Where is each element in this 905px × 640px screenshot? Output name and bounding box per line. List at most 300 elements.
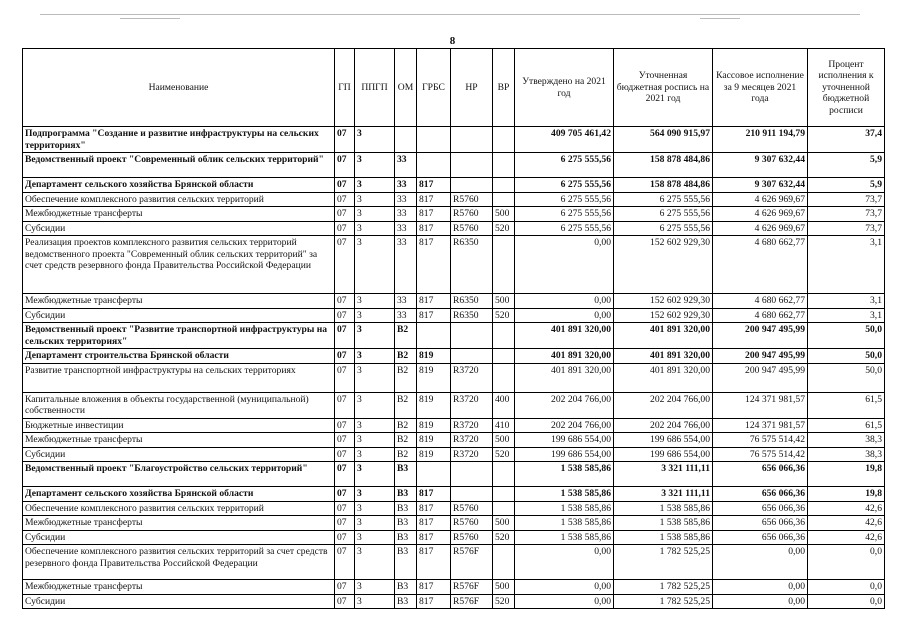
cell-percent: 37,4 <box>808 127 885 153</box>
cell-name: Субсидии <box>23 447 335 462</box>
cell-ppgp: 3 <box>355 363 395 392</box>
cell-percent: 38,3 <box>808 433 885 448</box>
cell-ppgp: 3 <box>355 462 395 487</box>
header-row <box>23 49 885 127</box>
cell-ppgp: 3 <box>355 236 395 294</box>
col-header-vr: ВР <box>493 49 515 127</box>
table-row <box>23 487 885 502</box>
cell-name: Межбюджетные трансферты <box>23 294 335 309</box>
table-row <box>23 392 885 418</box>
cell-name: Межбюджетные трансферты <box>23 207 335 222</box>
cell-nr: R6350 <box>451 308 493 323</box>
cell-executed: 210 911 194,79 <box>713 127 808 153</box>
cell-grbs <box>417 462 451 487</box>
cell-vr: 500 <box>493 580 515 595</box>
cell-approved: 1 538 585,86 <box>515 462 614 487</box>
cell-gp: 07 <box>335 127 355 153</box>
cell-om: В3 <box>395 530 417 545</box>
cell-om: 33 <box>395 178 417 193</box>
cell-percent: 3,1 <box>808 236 885 294</box>
cell-om: 33 <box>395 236 417 294</box>
cell-revised: 6 275 555,56 <box>614 221 713 236</box>
table-row <box>23 580 885 595</box>
table-row <box>23 236 885 294</box>
cell-percent: 5,9 <box>808 178 885 193</box>
cell-name: Департамент строительства Брянской области <box>23 349 335 364</box>
cell-ppgp: 3 <box>355 308 395 323</box>
cell-ppgp: 3 <box>355 447 395 462</box>
cell-grbs: 819 <box>417 349 451 364</box>
cell-approved: 6 275 555,56 <box>515 207 614 222</box>
table-row <box>23 501 885 516</box>
cell-gp: 07 <box>335 363 355 392</box>
col-header-percent: Процент исполнения к уточненной бюджетной росписи <box>808 49 885 127</box>
cell-grbs: 817 <box>417 207 451 222</box>
cell-name: Обеспечение комплексного развития сельских территорий за счет средств резервного фонда Правительства Российской Федерации <box>23 545 335 580</box>
cell-name: Обеспечение комплексного развития сельских территорий <box>23 192 335 207</box>
cell-vr: 500 <box>493 294 515 309</box>
table-row <box>23 221 885 236</box>
cell-approved: 401 891 320,00 <box>515 363 614 392</box>
cell-grbs: 817 <box>417 530 451 545</box>
cell-ppgp: 3 <box>355 501 395 516</box>
cell-gp: 07 <box>335 392 355 418</box>
cell-revised: 158 878 484,86 <box>614 178 713 193</box>
cell-nr: R5760 <box>451 221 493 236</box>
cell-executed: 4 680 662,77 <box>713 236 808 294</box>
cell-executed: 200 947 495,99 <box>713 349 808 364</box>
cell-ppgp: 3 <box>355 178 395 193</box>
cell-ppgp: 3 <box>355 487 395 502</box>
cell-percent: 19,8 <box>808 487 885 502</box>
cell-ppgp: 3 <box>355 294 395 309</box>
cell-percent: 3,1 <box>808 308 885 323</box>
cell-percent: 50,0 <box>808 349 885 364</box>
cell-vr <box>493 363 515 392</box>
cell-gp: 07 <box>335 192 355 207</box>
cell-approved: 401 891 320,00 <box>515 349 614 364</box>
cell-executed: 4 680 662,77 <box>713 308 808 323</box>
cell-ppgp: 3 <box>355 349 395 364</box>
page-number: 8 <box>449 35 456 47</box>
cell-name: Капитальные вложения в объекты государственной (муниципальной) собственности <box>23 392 335 418</box>
cell-ppgp: 3 <box>355 153 395 178</box>
cell-grbs: 817 <box>417 516 451 531</box>
cell-nr <box>451 178 493 193</box>
cell-gp: 07 <box>335 294 355 309</box>
cell-grbs: 819 <box>417 363 451 392</box>
cell-revised: 199 686 554,00 <box>614 447 713 462</box>
cell-vr <box>493 192 515 207</box>
table-row <box>23 153 885 178</box>
cell-nr <box>451 462 493 487</box>
col-header-ppgp: ППГП <box>355 49 395 127</box>
cell-gp: 07 <box>335 221 355 236</box>
cell-revised: 202 204 766,00 <box>614 418 713 433</box>
cell-gp: 07 <box>335 487 355 502</box>
cell-approved: 199 686 554,00 <box>515 447 614 462</box>
cell-nr: R576F <box>451 545 493 580</box>
table-body <box>23 127 885 609</box>
cell-executed: 9 307 632,44 <box>713 178 808 193</box>
cell-revised: 1 538 585,86 <box>614 501 713 516</box>
table-row <box>23 516 885 531</box>
col-header-gp: ГП <box>335 49 355 127</box>
cell-nr: R3720 <box>451 392 493 418</box>
cell-gp: 07 <box>335 447 355 462</box>
col-header-name: Наименование <box>23 49 335 127</box>
cell-approved: 202 204 766,00 <box>515 392 614 418</box>
cell-revised: 1 538 585,86 <box>614 516 713 531</box>
cell-approved: 1 538 585,86 <box>515 530 614 545</box>
cell-approved: 6 275 555,56 <box>515 178 614 193</box>
cell-ppgp: 3 <box>355 594 395 609</box>
cell-name: Подпрограмма "Создание и развитие инфраструктуры на сельских территориях" <box>23 127 335 153</box>
table-row <box>23 530 885 545</box>
cell-approved: 401 891 320,00 <box>515 323 614 349</box>
cell-approved: 1 538 585,86 <box>515 501 614 516</box>
cell-executed: 9 307 632,44 <box>713 153 808 178</box>
cell-nr: R3720 <box>451 447 493 462</box>
cell-ppgp: 3 <box>355 192 395 207</box>
cell-nr <box>451 349 493 364</box>
cell-om: В2 <box>395 418 417 433</box>
cell-name: Бюджетные инвестиции <box>23 418 335 433</box>
cell-ppgp: 3 <box>355 580 395 595</box>
cell-gp: 07 <box>335 516 355 531</box>
cell-gp: 07 <box>335 349 355 364</box>
cell-nr: R5760 <box>451 192 493 207</box>
cell-gp: 07 <box>335 594 355 609</box>
cell-gp: 07 <box>335 236 355 294</box>
cell-executed: 4 680 662,77 <box>713 294 808 309</box>
cell-executed: 0,00 <box>713 580 808 595</box>
cell-name: Обеспечение комплексного развития сельских территорий <box>23 501 335 516</box>
cell-om: В3 <box>395 545 417 580</box>
table-row <box>23 178 885 193</box>
cell-percent: 3,1 <box>808 294 885 309</box>
cell-approved: 0,00 <box>515 308 614 323</box>
table-row <box>23 127 885 153</box>
cell-revised: 6 275 555,56 <box>614 192 713 207</box>
cell-approved: 202 204 766,00 <box>515 418 614 433</box>
table-row <box>23 323 885 349</box>
cell-vr: 520 <box>493 308 515 323</box>
cell-revised: 152 602 929,30 <box>614 236 713 294</box>
cell-gp: 07 <box>335 178 355 193</box>
table-row <box>23 594 885 609</box>
cell-om: 33 <box>395 308 417 323</box>
cell-percent: 5,9 <box>808 153 885 178</box>
cell-revised: 6 275 555,56 <box>614 207 713 222</box>
cell-vr: 520 <box>493 530 515 545</box>
cell-ppgp: 3 <box>355 207 395 222</box>
cell-percent: 38,3 <box>808 447 885 462</box>
cell-nr <box>451 487 493 502</box>
cell-executed: 656 066,36 <box>713 462 808 487</box>
table-row <box>23 433 885 448</box>
cell-ppgp: 3 <box>355 127 395 153</box>
table-row <box>23 349 885 364</box>
cell-revised: 3 321 111,11 <box>614 487 713 502</box>
cell-om: В2 <box>395 392 417 418</box>
cell-ppgp: 3 <box>355 433 395 448</box>
cell-vr: 520 <box>493 221 515 236</box>
cell-percent: 42,6 <box>808 501 885 516</box>
cell-vr: 500 <box>493 516 515 531</box>
cell-percent: 73,7 <box>808 207 885 222</box>
cell-name: Межбюджетные трансферты <box>23 516 335 531</box>
cell-gp: 07 <box>335 418 355 433</box>
cell-vr <box>493 462 515 487</box>
cell-executed: 4 626 969,67 <box>713 192 808 207</box>
cell-name: Департамент сельского хозяйства Брянской области <box>23 178 335 193</box>
cell-om: В2 <box>395 433 417 448</box>
cell-gp: 07 <box>335 433 355 448</box>
cell-vr: 500 <box>493 207 515 222</box>
table-row <box>23 308 885 323</box>
cell-approved: 0,00 <box>515 580 614 595</box>
cell-executed: 656 066,36 <box>713 487 808 502</box>
col-header-nr: НР <box>451 49 493 127</box>
table-row <box>23 447 885 462</box>
cell-nr <box>451 127 493 153</box>
cell-executed: 0,00 <box>713 594 808 609</box>
cell-gp: 07 <box>335 323 355 349</box>
col-header-approved: Утверждено на 2021 год <box>515 49 614 127</box>
cell-grbs <box>417 127 451 153</box>
cell-nr: R5760 <box>451 530 493 545</box>
cell-grbs: 819 <box>417 433 451 448</box>
cell-executed: 76 575 514,42 <box>713 433 808 448</box>
cell-percent: 73,7 <box>808 221 885 236</box>
cell-grbs: 819 <box>417 392 451 418</box>
cell-vr <box>493 323 515 349</box>
cell-om: В3 <box>395 594 417 609</box>
cell-name: Развитие транспортной инфраструктуры на сельских территориях <box>23 363 335 392</box>
cell-nr <box>451 153 493 178</box>
table-row <box>23 462 885 487</box>
cell-executed: 656 066,36 <box>713 516 808 531</box>
cell-percent: 50,0 <box>808 323 885 349</box>
cell-ppgp: 3 <box>355 545 395 580</box>
cell-grbs: 817 <box>417 192 451 207</box>
cell-executed: 124 371 981,57 <box>713 392 808 418</box>
cell-name: Межбюджетные трансферты <box>23 433 335 448</box>
cell-om: В3 <box>395 462 417 487</box>
cell-executed: 200 947 495,99 <box>713 363 808 392</box>
cell-om: 33 <box>395 294 417 309</box>
cell-vr: 400 <box>493 392 515 418</box>
cell-percent: 0,0 <box>808 545 885 580</box>
cell-grbs: 819 <box>417 418 451 433</box>
cell-grbs: 817 <box>417 236 451 294</box>
cell-nr: R5760 <box>451 501 493 516</box>
cell-nr <box>451 323 493 349</box>
cell-nr: R5760 <box>451 516 493 531</box>
cell-approved: 0,00 <box>515 236 614 294</box>
cell-percent: 19,8 <box>808 462 885 487</box>
cell-om: В3 <box>395 487 417 502</box>
cell-revised: 564 090 915,97 <box>614 127 713 153</box>
cell-grbs: 817 <box>417 580 451 595</box>
cell-grbs: 817 <box>417 294 451 309</box>
cell-gp: 07 <box>335 207 355 222</box>
cell-om: 33 <box>395 207 417 222</box>
cell-grbs: 817 <box>417 487 451 502</box>
cell-vr: 500 <box>493 433 515 448</box>
cell-vr <box>493 236 515 294</box>
cell-nr: R3720 <box>451 418 493 433</box>
cell-approved: 0,00 <box>515 545 614 580</box>
cell-approved: 0,00 <box>515 594 614 609</box>
budget-table <box>22 48 885 609</box>
cell-executed: 0,00 <box>713 545 808 580</box>
cell-executed: 656 066,36 <box>713 501 808 516</box>
cell-percent: 42,6 <box>808 516 885 531</box>
cell-grbs: 817 <box>417 221 451 236</box>
cell-nr: R3720 <box>451 363 493 392</box>
cell-ppgp: 3 <box>355 221 395 236</box>
cell-gp: 07 <box>335 153 355 178</box>
cell-revised: 1 538 585,86 <box>614 530 713 545</box>
cell-revised: 401 891 320,00 <box>614 323 713 349</box>
col-header-executed: Кассовое исполнение за 9 месяцев 2021 года <box>713 49 808 127</box>
cell-percent: 61,5 <box>808 392 885 418</box>
cell-approved: 0,00 <box>515 294 614 309</box>
cell-grbs: 817 <box>417 501 451 516</box>
cell-name: Субсидии <box>23 221 335 236</box>
cell-om: В2 <box>395 349 417 364</box>
cell-executed: 4 626 969,67 <box>713 221 808 236</box>
cell-revised: 152 602 929,30 <box>614 308 713 323</box>
cell-grbs: 817 <box>417 178 451 193</box>
cell-om: В2 <box>395 323 417 349</box>
cell-name: Реализация проектов комплексного развития сельских территорий ведомственного проекта "Современный облик сельских территорий" за счет средств резервного фонда Правительства Российской Федерации <box>23 236 335 294</box>
cell-nr: R576F <box>451 594 493 609</box>
cell-nr: R6350 <box>451 294 493 309</box>
cell-om: 33 <box>395 153 417 178</box>
cell-revised: 401 891 320,00 <box>614 363 713 392</box>
cell-ppgp: 3 <box>355 516 395 531</box>
cell-om: В2 <box>395 447 417 462</box>
cell-om: В3 <box>395 501 417 516</box>
cell-revised: 199 686 554,00 <box>614 433 713 448</box>
cell-executed: 124 371 981,57 <box>713 418 808 433</box>
col-header-om: ОМ <box>395 49 417 127</box>
cell-name: Ведомственный проект "Современный облик сельских территорий" <box>23 153 335 178</box>
cell-percent: 0,0 <box>808 594 885 609</box>
cell-name: Субсидии <box>23 594 335 609</box>
cell-executed: 656 066,36 <box>713 530 808 545</box>
cell-approved: 199 686 554,00 <box>515 433 614 448</box>
cell-revised: 1 782 525,25 <box>614 580 713 595</box>
cell-approved: 409 705 461,42 <box>515 127 614 153</box>
cell-name: Ведомственный проект "Благоустройство сельских территорий" <box>23 462 335 487</box>
cell-approved: 6 275 555,56 <box>515 192 614 207</box>
cell-gp: 07 <box>335 501 355 516</box>
cell-vr <box>493 153 515 178</box>
cell-gp: 07 <box>335 462 355 487</box>
table-row <box>23 192 885 207</box>
cell-percent: 42,6 <box>808 530 885 545</box>
cell-gp: 07 <box>335 580 355 595</box>
cell-ppgp: 3 <box>355 418 395 433</box>
cell-grbs <box>417 153 451 178</box>
cell-name: Субсидии <box>23 530 335 545</box>
cell-vr <box>493 545 515 580</box>
cell-vr <box>493 127 515 153</box>
cell-revised: 3 321 111,11 <box>614 462 713 487</box>
cell-vr: 520 <box>493 447 515 462</box>
cell-ppgp: 3 <box>355 530 395 545</box>
cell-vr <box>493 178 515 193</box>
cell-approved: 6 275 555,56 <box>515 221 614 236</box>
cell-revised: 152 602 929,30 <box>614 294 713 309</box>
cell-ppgp: 3 <box>355 323 395 349</box>
cell-grbs: 817 <box>417 545 451 580</box>
cell-percent: 73,7 <box>808 192 885 207</box>
cell-vr <box>493 501 515 516</box>
cell-revised: 401 891 320,00 <box>614 349 713 364</box>
cell-percent: 50,0 <box>808 363 885 392</box>
cell-revised: 1 782 525,25 <box>614 545 713 580</box>
cell-name: Межбюджетные трансферты <box>23 580 335 595</box>
cell-executed: 200 947 495,99 <box>713 323 808 349</box>
col-header-grbs: ГРБС <box>417 49 451 127</box>
cell-grbs <box>417 323 451 349</box>
table-row <box>23 207 885 222</box>
cell-name: Ведомственный проект "Развитие транспортной инфраструктуры на сельских территориях" <box>23 323 335 349</box>
cell-om <box>395 127 417 153</box>
cell-vr <box>493 487 515 502</box>
cell-nr: R5760 <box>451 207 493 222</box>
cell-vr: 410 <box>493 418 515 433</box>
cell-approved: 1 538 585,86 <box>515 487 614 502</box>
cell-nr: R3720 <box>451 433 493 448</box>
table-row <box>23 545 885 580</box>
cell-percent: 61,5 <box>808 418 885 433</box>
cell-percent: 0,0 <box>808 580 885 595</box>
cell-approved: 6 275 555,56 <box>515 153 614 178</box>
cell-nr: R6350 <box>451 236 493 294</box>
cell-om: В3 <box>395 580 417 595</box>
cell-approved: 1 538 585,86 <box>515 516 614 531</box>
cell-grbs: 817 <box>417 308 451 323</box>
cell-vr: 520 <box>493 594 515 609</box>
col-header-revised: Уточненная бюджетная роспись на 2021 год <box>614 49 713 127</box>
cell-revised: 158 878 484,86 <box>614 153 713 178</box>
cell-gp: 07 <box>335 308 355 323</box>
cell-om: В2 <box>395 363 417 392</box>
table-row <box>23 294 885 309</box>
cell-revised: 1 782 525,25 <box>614 594 713 609</box>
cell-grbs: 819 <box>417 447 451 462</box>
cell-executed: 4 626 969,67 <box>713 207 808 222</box>
cell-gp: 07 <box>335 545 355 580</box>
cell-revised: 202 204 766,00 <box>614 392 713 418</box>
cell-ppgp: 3 <box>355 392 395 418</box>
table-row <box>23 363 885 392</box>
table-row <box>23 418 885 433</box>
cell-vr <box>493 349 515 364</box>
cell-name: Субсидии <box>23 308 335 323</box>
cell-grbs: 817 <box>417 594 451 609</box>
cell-name: Департамент сельского хозяйства Брянской области <box>23 487 335 502</box>
cell-executed: 76 575 514,42 <box>713 447 808 462</box>
cell-om: 33 <box>395 192 417 207</box>
cell-om: 33 <box>395 221 417 236</box>
